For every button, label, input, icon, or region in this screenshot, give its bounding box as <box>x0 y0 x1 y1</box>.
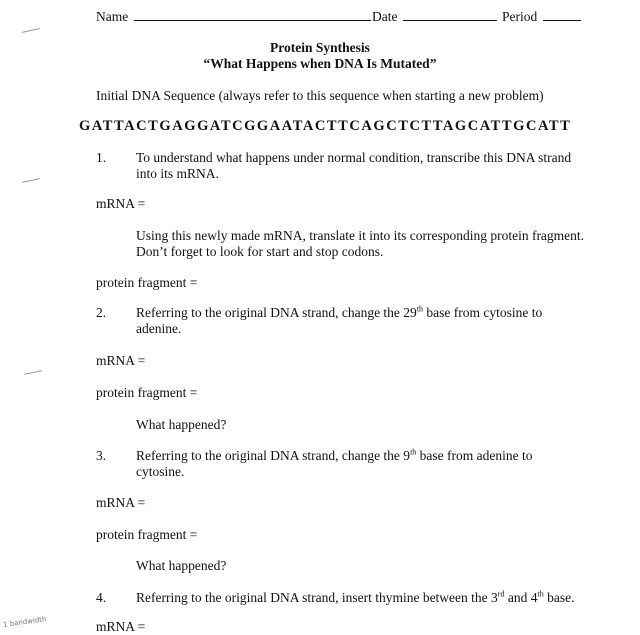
date-blank[interactable] <box>403 10 497 21</box>
q2-line2: adenine. <box>136 321 182 336</box>
q2-number: 2. <box>96 305 107 320</box>
q3-mrna-label: mRNA = <box>96 495 146 510</box>
period-blank[interactable] <box>543 10 581 21</box>
q4-line1-post: base. <box>543 590 575 605</box>
q2-what-happened: What happened? <box>136 417 227 432</box>
q3-line1-sup: th <box>410 447 417 457</box>
name-label: Name <box>96 9 129 24</box>
scan-mark <box>24 370 42 375</box>
q1-line1: To understand what happens under normal condition, transcribe this DNA strand <box>136 150 572 165</box>
q2-line1-post: base from cytosine to <box>423 305 543 320</box>
q1-translate-line1: Using this newly made mRNA, translate it into its corresponding protein fragment. <box>136 228 585 243</box>
period-field[interactable] <box>502 9 581 25</box>
worksheet-subtitle: “What Happens when DNA Is Mutated” <box>203 56 437 71</box>
scan-mark <box>22 28 40 33</box>
q3-line1-pre: Referring to the original DNA strand, change the 9 <box>136 448 411 463</box>
q1-line2: into its mRNA. <box>136 166 219 181</box>
q4-line1-mid: and 4 <box>504 590 538 605</box>
q2-mrna-label: mRNA = <box>96 353 146 368</box>
q1-mrna-label: mRNA = <box>96 196 146 211</box>
name-blank[interactable] <box>134 10 371 21</box>
q1-translate-line2: Don’t forget to look for start and stop codons. <box>136 244 384 259</box>
period-label: Period <box>502 9 538 24</box>
date-label: Date <box>372 9 398 24</box>
dna-sequence: GATTACTGAGGATCGGAATACTTCAGCTCTTAGCATTGCATT <box>79 118 572 134</box>
q2-line1-sup: th <box>416 304 424 314</box>
q3-protein-label: protein fragment = <box>96 527 198 542</box>
q4-line1-sup1: rd <box>497 589 505 599</box>
date-field[interactable] <box>372 9 497 25</box>
q4-line1-pre: Referring to the original DNA strand, insert thymine between the 3 <box>136 590 498 605</box>
q4-number: 4. <box>96 590 107 605</box>
q1-protein-label: protein fragment = <box>96 275 198 290</box>
q2-protein-label: protein fragment = <box>96 385 198 400</box>
intro-text: Initial DNA Sequence (always refer to this sequence when starting a new problem) <box>96 88 544 103</box>
q1-number: 1. <box>96 150 107 165</box>
q3-number: 3. <box>96 448 107 463</box>
q3-what-happened: What happened? <box>136 558 227 573</box>
q2-line1-pre: Referring to the original DNA strand, change the 29 <box>136 305 417 320</box>
q4-line1 <box>136 590 574 606</box>
q3-line2: cytosine. <box>136 464 185 479</box>
edge-scribble: 1 bandwidth <box>2 615 47 629</box>
q3-line1-post: base from adenine to <box>416 448 533 463</box>
q4-line1-sup2: th <box>537 589 544 599</box>
q4-mrna-label: mRNA = <box>96 619 146 634</box>
q2-line1 <box>136 305 542 321</box>
q3-line1 <box>136 448 533 464</box>
name-field[interactable] <box>96 9 371 25</box>
worksheet-title: Protein Synthesis <box>270 40 370 55</box>
scan-mark <box>22 178 40 183</box>
